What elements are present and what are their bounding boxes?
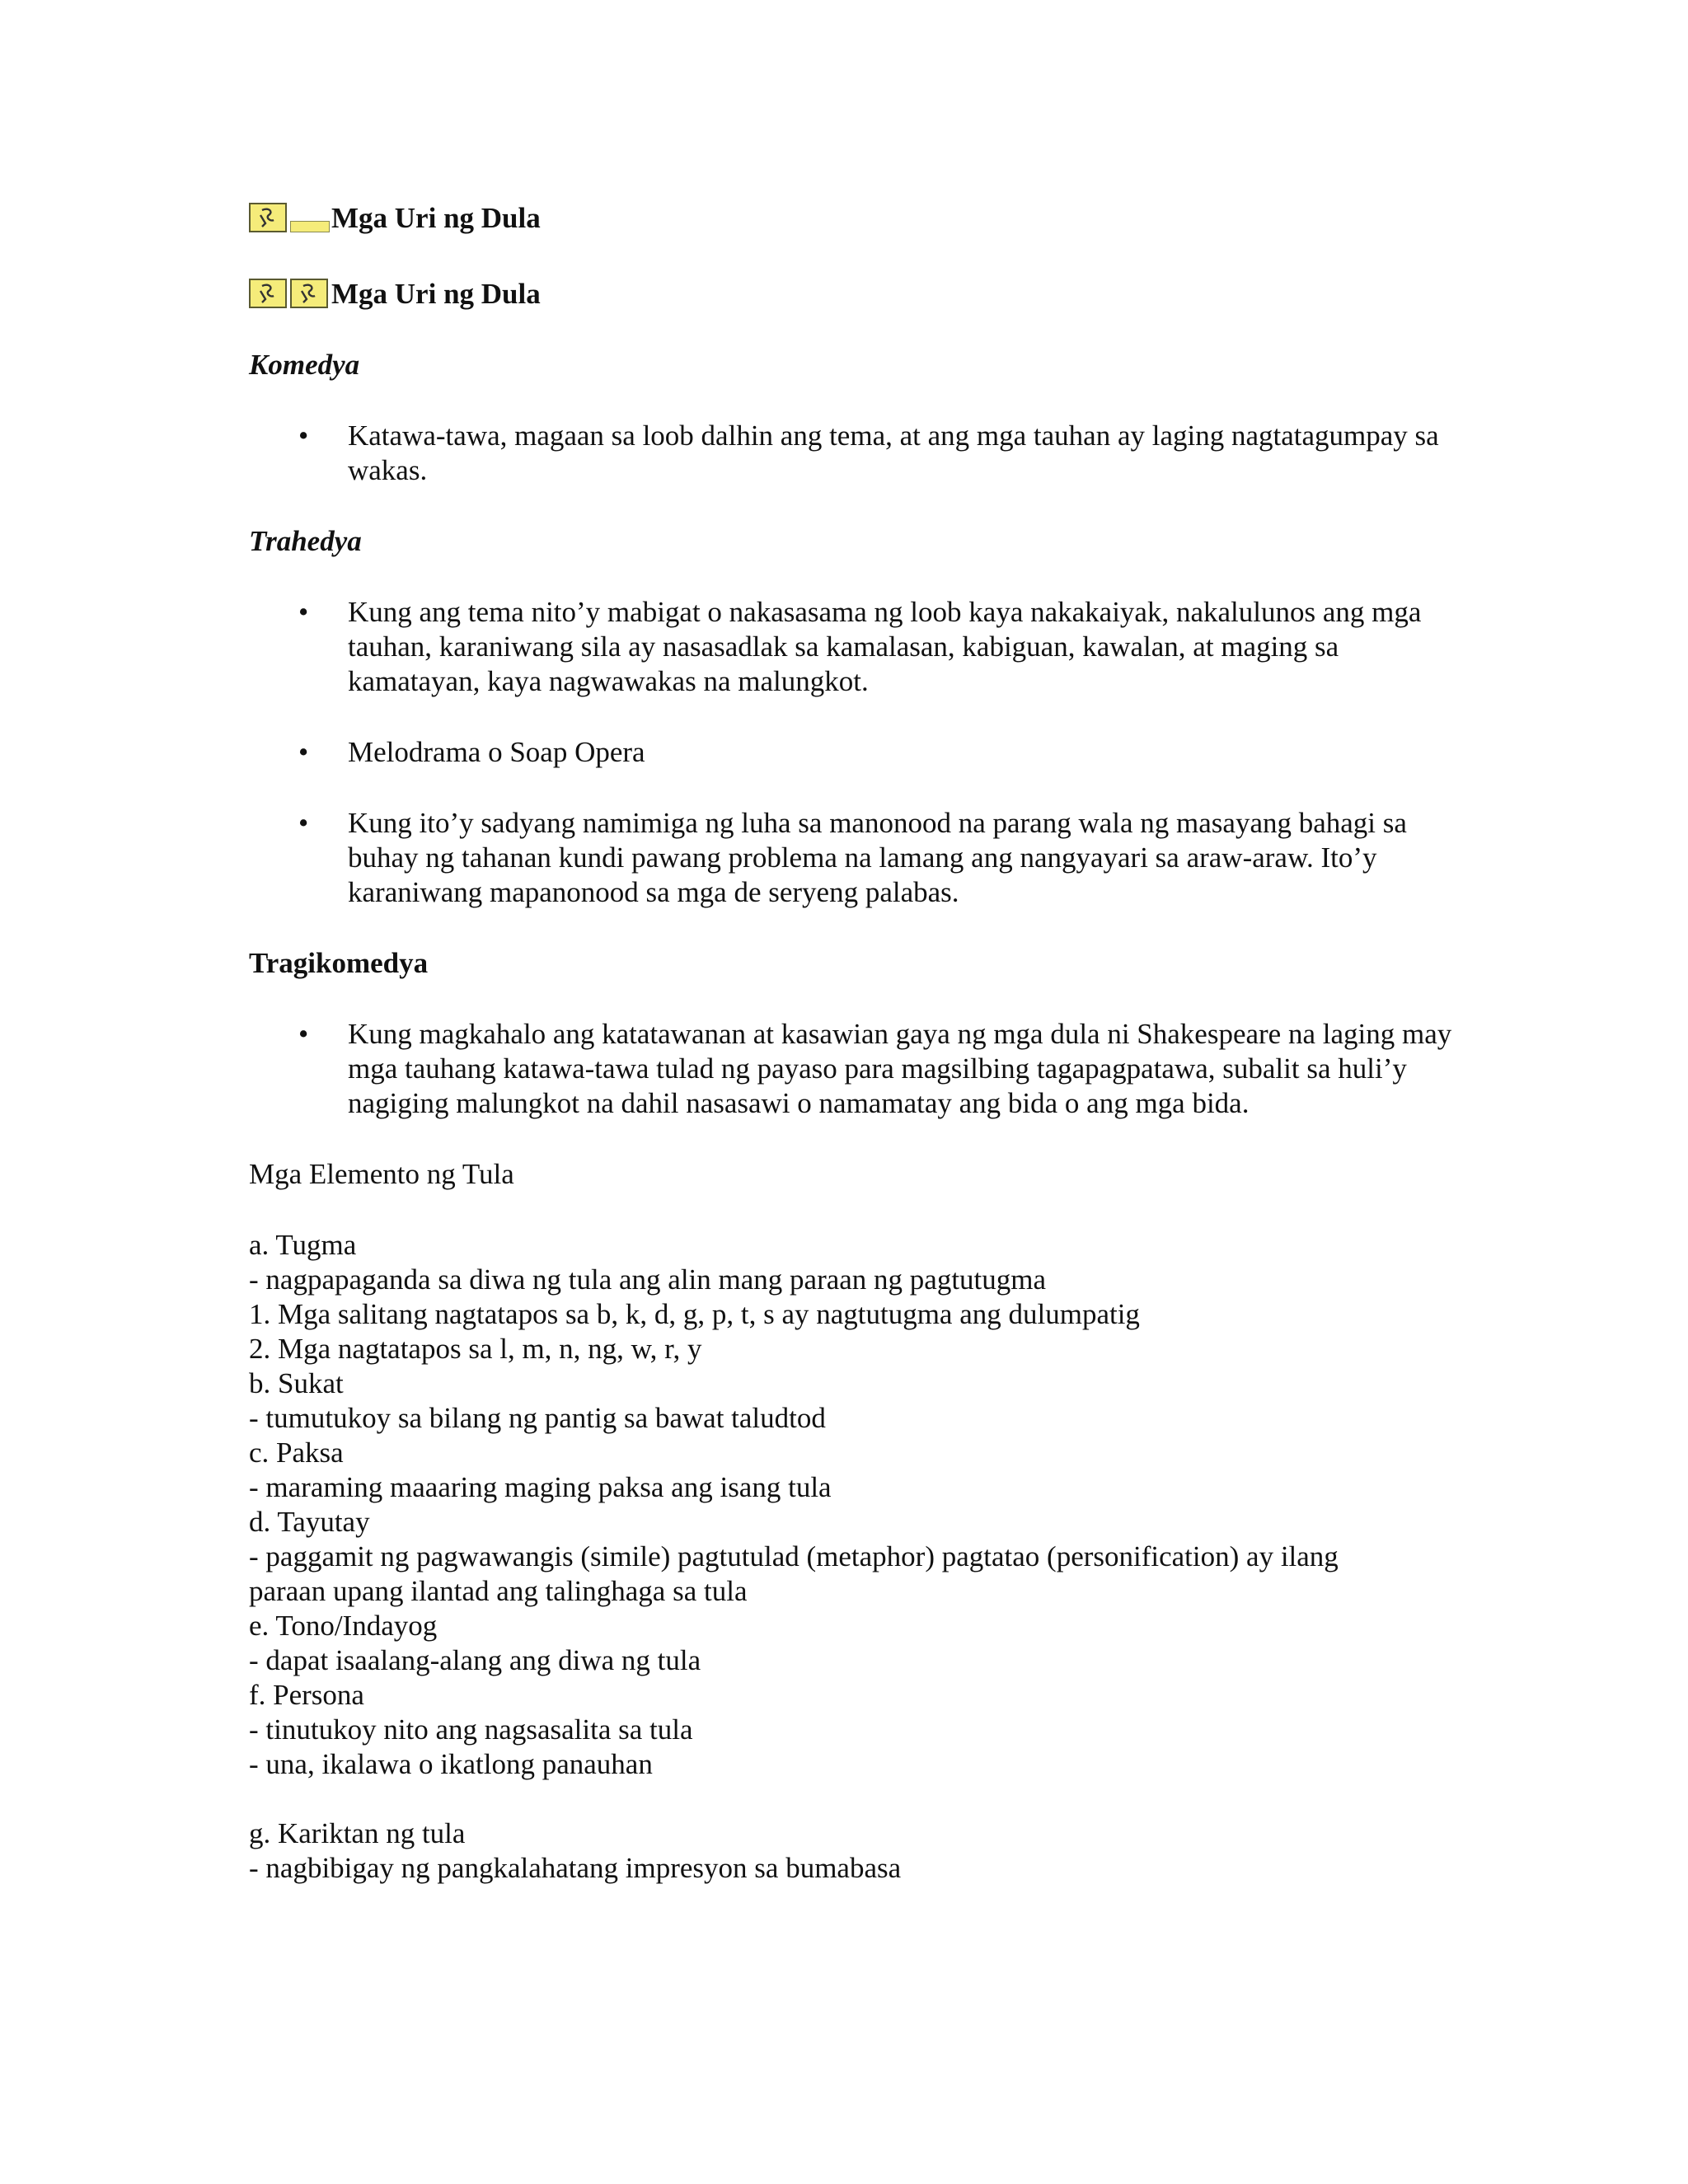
bullet-list-komedya [249, 419, 1452, 488]
list-item: • Kung magkahalo ang katatawanan at kasawian gaya ng mga dula ni Shakespeare na laging may mga tauhang katawa-tawa tulad ng payaso para magsilbing tagapagpatawa, subalit sa huli’y nagiging malungkot na dahil nasasawi o namamatay ang bida o ang mga bida. [298, 1018, 1452, 1119]
heading-row-2 [249, 272, 1452, 312]
bullet-dot: • [298, 807, 309, 839]
elements-line: 1. Mga salitang nagtatapos sa b, k, d, g, p, t, s ay nagtutugma ang dulumpatig [249, 1298, 1140, 1330]
elements-line: - paggamit ng pagwawangis (simile) pagtutulad (metaphor) pagtatao (personification) ay ilang paraan upang ilantad ang talinghaga sa tula [249, 1540, 1339, 1607]
section-title-tragikomedya: Tragikomedya [249, 947, 429, 979]
elements-title: Mga Elemento ng Tula [249, 1158, 514, 1190]
elements-line: - maraming maaaring maging paksa ang isang tula [249, 1471, 832, 1503]
elements-line: e. Tono/Indayog [249, 1610, 438, 1642]
section-title-komedya: Komedya [249, 349, 360, 381]
bullet-dot: • [298, 596, 309, 628]
elements-line: c. Paksa [249, 1436, 344, 1469]
bullet-dot: • [298, 1018, 309, 1050]
elements-line: d. Tayutay [249, 1506, 370, 1538]
elements-list [249, 1228, 1452, 1886]
heading-2-text: Mga Uri ng Dula [331, 278, 541, 310]
list-item: • Kung ang tema nito’y mabigat o nakasasama ng loob kaya nakakaiyak, nakalulunos ang mga tauhan, karaniwang sila ay nasasadlak sa kamalasan, kabiguan, kawalan, at maging sa kamatayan, kaya nagwawakas na malungkot. [298, 596, 1422, 697]
elements-line: - nagbibigay ng pangkalahatang impresyon sa bumabasa [249, 1852, 902, 1884]
list-item: • Katawa-tawa, magaan sa loob dalhin ang tema, at ang mga tauhan ay laging nagtatagumpay sa wakas. [298, 419, 1439, 486]
elements-line: - tumutukoy sa bilang ng pantig sa bawat taludtod [249, 1402, 826, 1434]
elements-line: 2. Mga nagtatapos sa l, m, n, ng, w, r, y [249, 1333, 702, 1365]
heading-1-text: Mga Uri ng Dula [331, 202, 541, 234]
broken-image-icon [249, 279, 287, 308]
elements-line: g. Kariktan ng tula [249, 1817, 466, 1849]
bullet-dot: • [298, 419, 309, 452]
elements-line: a. Tugma [249, 1229, 357, 1261]
list-item: • Kung ito’y sadyang namimiga ng luha sa manonood na parang wala ng masayang bahagi sa buhay ng tahanan kundi pawang problema na lamang ang nangyayari sa araw-araw. Ito’y karaniwang mapanonood sa mga de seryeng palabas. [298, 807, 1407, 908]
bullet-list-trahedya [249, 595, 1452, 910]
elements-line: - nagpapaganda sa diwa ng tula ang alin mang paraan ng pagtutugma [249, 1263, 1047, 1296]
elements-line: f. Persona [249, 1679, 364, 1711]
elements-line: b. Sukat [249, 1367, 344, 1399]
elements-line: - tinutukoy nito ang nagsasalita sa tula [249, 1713, 693, 1746]
elements-line: - dapat isaalang-alang ang diwa ng tula [249, 1644, 701, 1676]
document-page [249, 196, 1452, 1886]
list-item: • Melodrama o Soap Opera [298, 736, 645, 768]
heading-row-1 [249, 196, 1452, 236]
broken-image-icon [290, 279, 328, 308]
elements-line: - una, ikalawa o ikatlong panauhan [249, 1748, 653, 1780]
collapse-icon [290, 221, 330, 232]
bullet-list-tragikomedya [249, 1017, 1452, 1121]
spacer [249, 1782, 1452, 1816]
broken-image-icon [249, 203, 287, 232]
bullet-dot: • [298, 736, 309, 768]
section-title-trahedya: Trahedya [249, 525, 362, 557]
